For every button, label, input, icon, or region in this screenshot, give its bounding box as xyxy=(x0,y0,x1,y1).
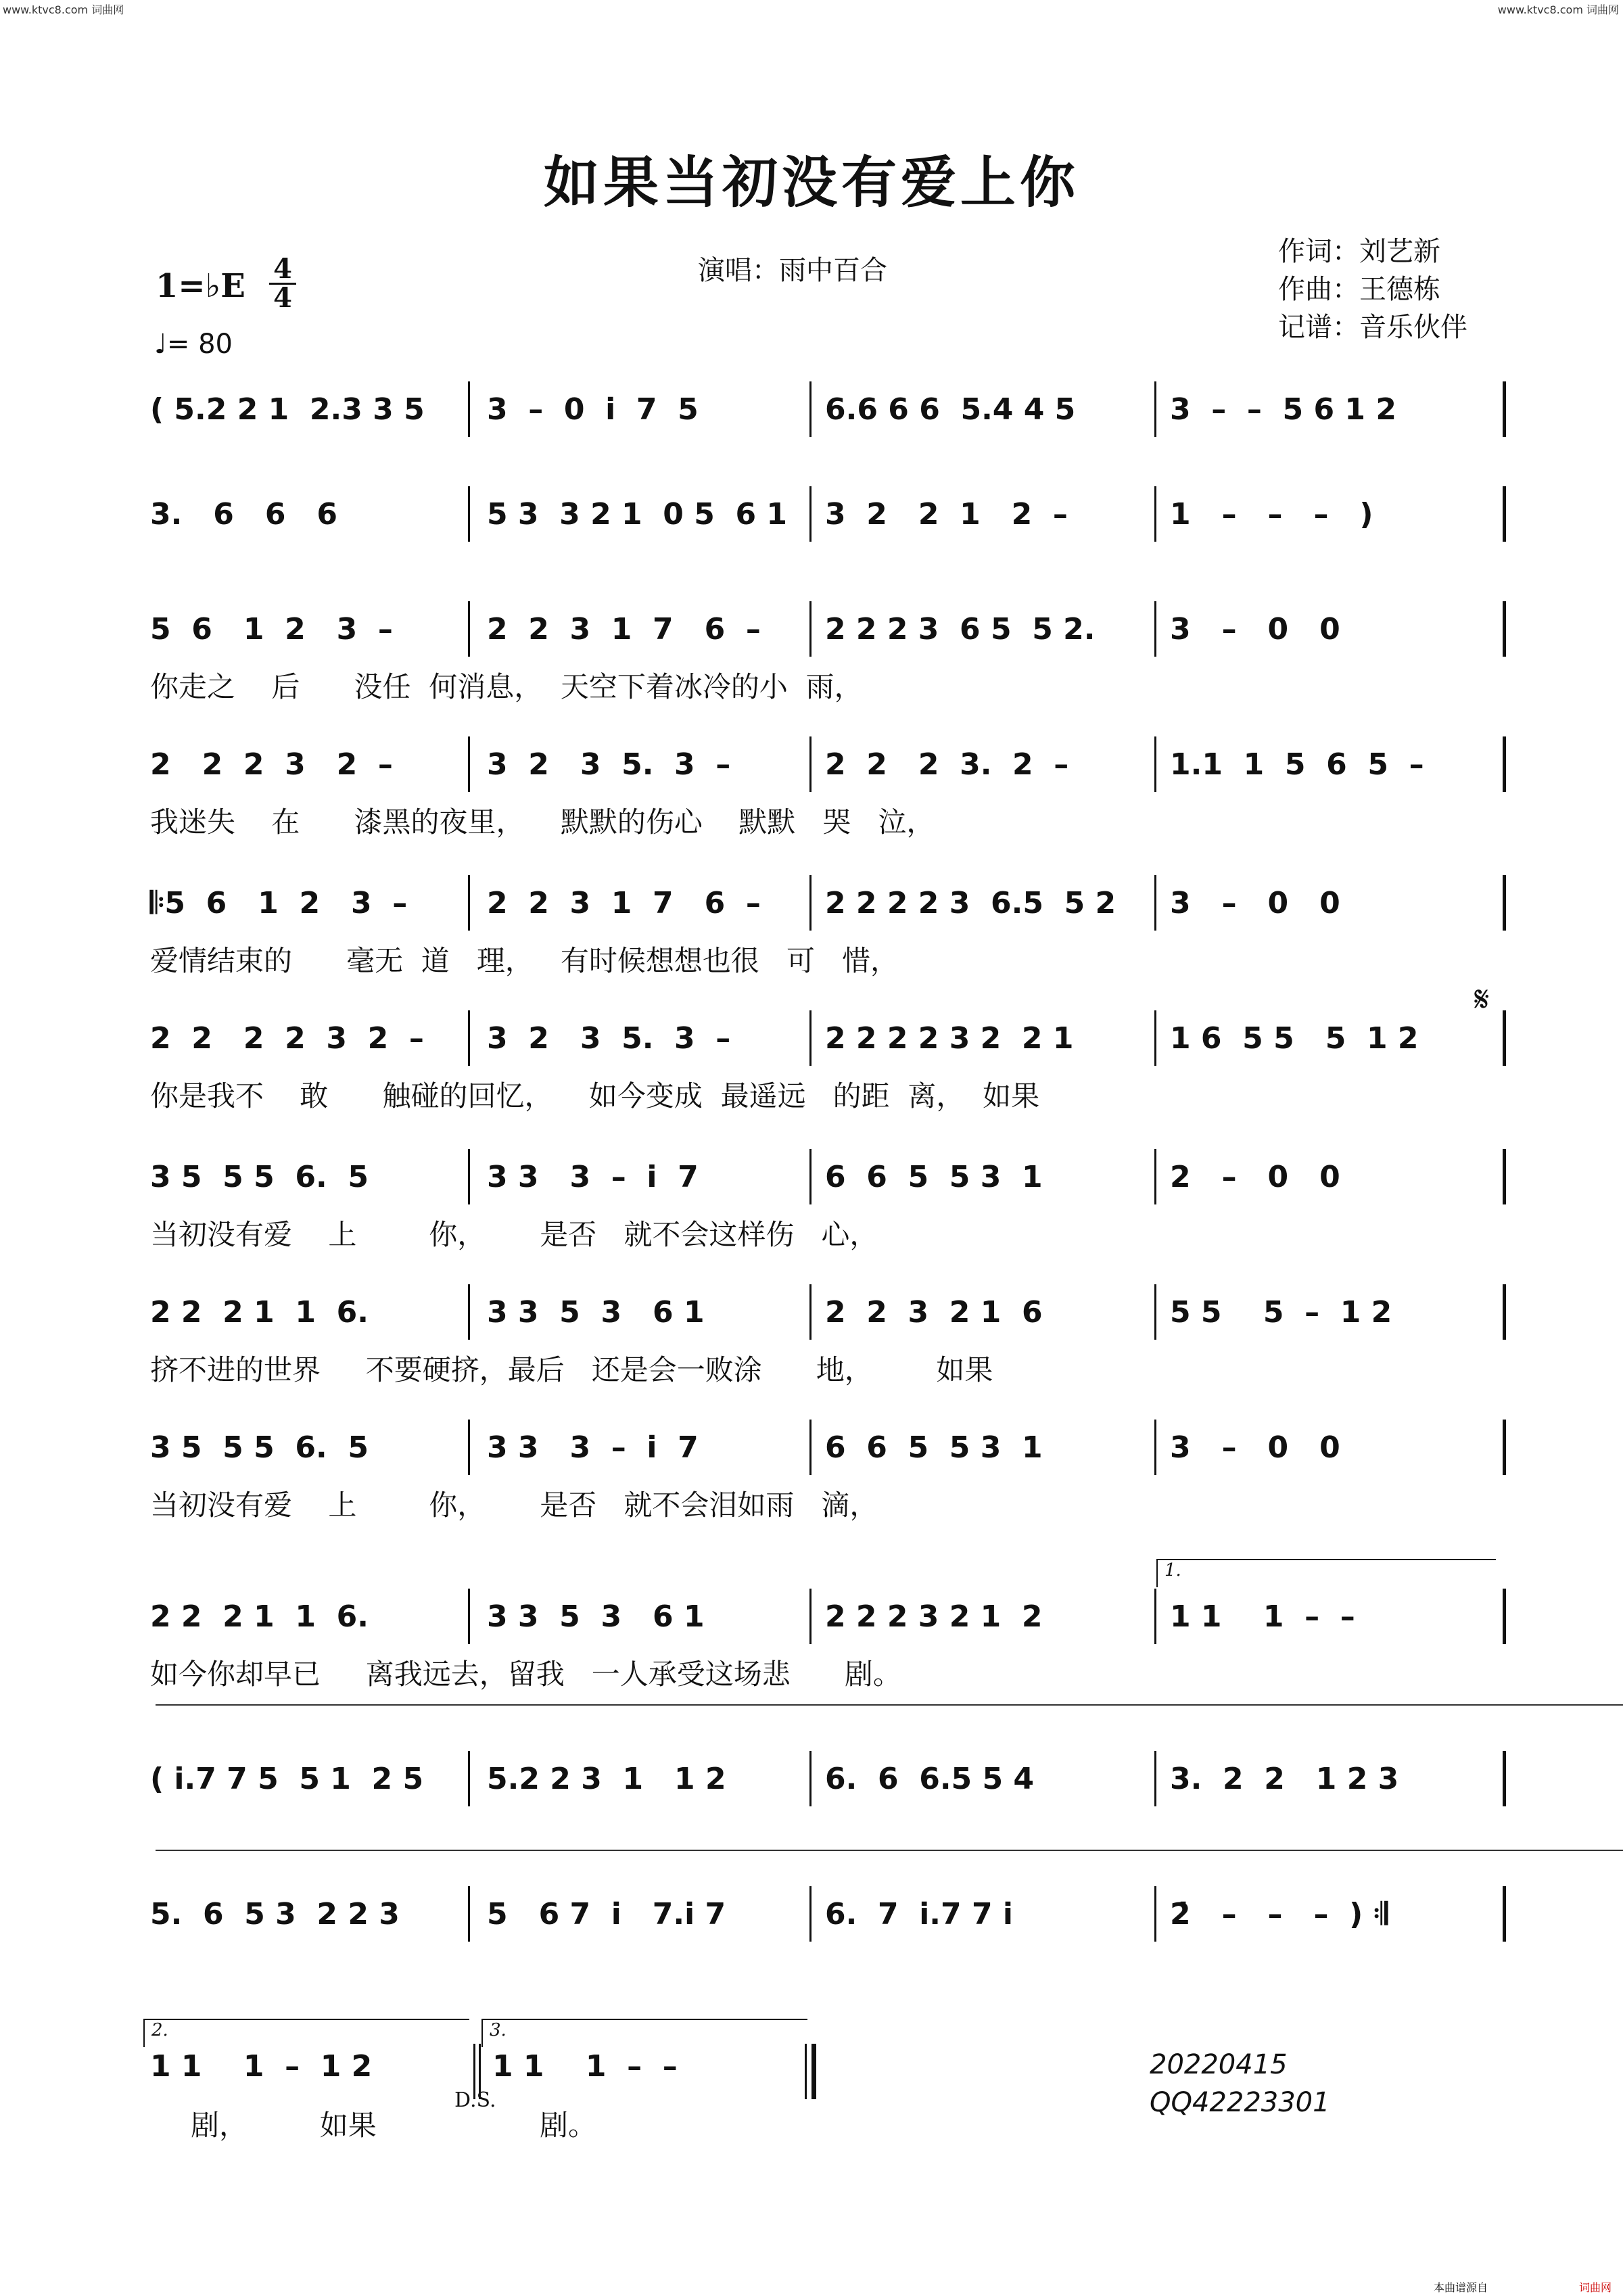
measure: 2 – 0 0 xyxy=(1170,1160,1340,1194)
tempo-mark: ♩= 80 xyxy=(154,329,233,360)
measure: 6 6 5 5 3 1 xyxy=(825,1160,1043,1194)
barline xyxy=(468,875,470,931)
volta-2-lyrics: 剧， 如果 xyxy=(191,2109,377,2142)
lyrics-line xyxy=(150,939,1509,979)
measure: ( 5.2 2 1 2.3 3 5 xyxy=(150,392,425,427)
barline xyxy=(468,601,470,657)
lyrics-text: 挤不进的世界 不要硬挤，最后 还是会一败涂 地， 如果 xyxy=(150,1353,993,1386)
time-top: 4 xyxy=(273,253,292,285)
barline xyxy=(809,1886,812,1942)
barline xyxy=(1503,486,1506,542)
barline xyxy=(809,1010,812,1066)
barline xyxy=(1154,1589,1156,1644)
barline xyxy=(805,2044,807,2099)
measure: 1.1 1 5 6 5 – xyxy=(1170,747,1424,782)
barline xyxy=(1154,381,1156,437)
lyrics-line xyxy=(150,1348,1509,1388)
measure: 6 6 5 5 3 1 xyxy=(825,1430,1043,1465)
measure: 3. 6 6 6 xyxy=(150,497,338,532)
notes-line xyxy=(150,392,1509,440)
barline xyxy=(1154,1420,1156,1475)
measure: 2 2 2 2 3 2 2 1 xyxy=(825,1021,1074,1056)
measure: 3. 2 2 1 2 3 xyxy=(1170,1762,1399,1796)
measure: 3 2 3 5. 3 – xyxy=(487,1021,731,1056)
notes-line xyxy=(150,886,1509,933)
measure: 3 3 3 – i̇ 7 xyxy=(487,1160,699,1194)
barline xyxy=(1503,1284,1506,1340)
barline xyxy=(468,1589,470,1644)
measure: 2 2 2 1 1 6. xyxy=(150,1295,369,1330)
barline xyxy=(1503,1589,1506,1644)
measure: 5 5 5 – 1 2 xyxy=(1170,1295,1392,1330)
barline xyxy=(1154,1284,1156,1340)
lyrics-line xyxy=(150,1652,1509,1693)
lyrics-line xyxy=(150,800,1509,841)
barline xyxy=(1503,1751,1506,1806)
barline xyxy=(1503,1420,1506,1475)
measure: 6. 7 i̇.7 7 i̇ xyxy=(825,1897,1013,1931)
lyrics-line xyxy=(150,665,1509,705)
notes-line xyxy=(150,1762,1509,1809)
measure: ( i̇.7 7 5 5 1 2 5 xyxy=(150,1762,424,1796)
final-barline xyxy=(812,2044,816,2099)
barline xyxy=(1154,1886,1156,1942)
barline xyxy=(1503,601,1506,657)
measure: 2̇ – – – ) 𝄇 xyxy=(1170,1897,1388,1931)
measure: 3 – 0 0 xyxy=(1170,886,1340,920)
time-bottom: 4 xyxy=(269,283,296,312)
volta-1-bracket xyxy=(1156,1559,1496,1587)
barline xyxy=(809,1589,812,1644)
barline xyxy=(1154,1751,1156,1806)
segno-sign: 𝄋 xyxy=(1474,979,1490,1020)
measure: 3 5 5 5 6. 5 xyxy=(150,1160,369,1194)
barline xyxy=(468,486,470,542)
lyrics-text: 爱情结束的 毫无 道 理， 有时候想想也很 可 惜， xyxy=(150,944,899,977)
notes-line xyxy=(150,747,1509,795)
footer-brand: 词曲网 xyxy=(1579,2281,1612,2294)
date-stamp: 20220415 xyxy=(1150,2049,1288,2080)
lyrics-line xyxy=(150,1074,1509,1115)
measure: 2 2 3 2 1 6 xyxy=(825,1295,1043,1330)
measure: 2 2 3 1 7 6 – xyxy=(487,612,761,647)
transcriber: 记谱：音乐伙伴 xyxy=(1278,312,1467,343)
lyrics-line xyxy=(150,1483,1509,1524)
ds-mark: D.S. xyxy=(454,2088,496,2112)
measure: 2 2 2 3 6 5 5 2. xyxy=(825,612,1096,647)
measure: 5 3 3 2 1 0 5 6 1 xyxy=(487,497,788,532)
notes-line xyxy=(150,497,1509,544)
volta-2-notes: 1 1 1 – 1 2 xyxy=(150,2049,373,2084)
measure: 5.2 2 3 1 1 2 xyxy=(487,1762,726,1796)
notes-line xyxy=(150,1430,1509,1478)
measure: 3 3 3 – i̇ 7 xyxy=(487,1430,699,1465)
barline xyxy=(468,381,470,437)
barline xyxy=(1154,875,1156,931)
measure: 5 6 7 i̇ 7.i̇ 7 xyxy=(487,1897,726,1931)
lyrics-text: 你走之 后 没任 何消息， 天空下着冰冷的小 雨， xyxy=(150,670,863,703)
measure: 3 5 5 5 6. 5 xyxy=(150,1430,369,1465)
barline xyxy=(809,601,812,657)
volta-1-label: 1. xyxy=(1165,1560,1181,1580)
system-divider xyxy=(156,1704,1623,1706)
volta-3-notes: 1 1 1 – – xyxy=(492,2049,678,2084)
volta-2-label: 2. xyxy=(151,2020,168,2040)
measure: 3 – – 5 6 1 2 xyxy=(1170,392,1396,427)
lyrics-text: 当初没有爱 上 你， 是否 就不会泪如雨 滴， xyxy=(150,1489,878,1522)
barline xyxy=(1154,486,1156,542)
barline xyxy=(468,1751,470,1806)
barline xyxy=(809,381,812,437)
barline xyxy=(1503,1149,1506,1204)
notes-line xyxy=(150,1160,1509,1207)
song-title: 如果当初没有爱上你 xyxy=(543,151,1079,215)
footer-note: 本曲谱源自 xyxy=(1434,2281,1488,2294)
barline xyxy=(468,1149,470,1204)
barline xyxy=(468,1886,470,1942)
composer: 作曲：王德栋 xyxy=(1278,274,1440,305)
measure: 3 2 3 5. 3 – xyxy=(487,747,731,782)
barline xyxy=(809,486,812,542)
measure: 3 3 5 3 6 1 xyxy=(487,1599,705,1634)
volta-2-bracket xyxy=(143,2019,469,2047)
barline xyxy=(468,1420,470,1475)
barline xyxy=(468,1010,470,1066)
barline xyxy=(1503,736,1506,792)
measure: 2 2 2 1 1 6. xyxy=(150,1599,369,1634)
barline xyxy=(809,736,812,792)
barline xyxy=(468,736,470,792)
measure: 6. 6 6.5 5 4 xyxy=(825,1762,1035,1796)
top-left-site: www.ktvc8.com 词曲网 xyxy=(3,3,124,16)
measure: 6.6 6 6 5.4 4 5 xyxy=(825,392,1076,427)
barline xyxy=(809,875,812,931)
notes-line xyxy=(150,1021,1509,1069)
volta-3-lyrics: 剧。 xyxy=(540,2109,597,2142)
measure: 3 – 0 0 xyxy=(1170,612,1340,647)
lyricist: 作词：刘艺新 xyxy=(1278,236,1440,267)
measure: 2 2 2 3 2 1 2 xyxy=(825,1599,1043,1634)
lyrics-text: 你是我不 敢 触碰的回忆， 如今变成 最遥远 的距 离， 如果 xyxy=(150,1079,1040,1112)
measure: 2 2 2 2 3 6.5 5 2 xyxy=(825,886,1116,920)
measure: 2 2 2 2 3 2 – xyxy=(150,1021,424,1056)
barline xyxy=(809,1149,812,1204)
measure: 2 2 2 3. 2 – xyxy=(825,747,1069,782)
measure: 2 2 3 1 7 6 – xyxy=(487,886,761,920)
measure: 3 – 0 0 xyxy=(1170,1430,1340,1465)
notes-line xyxy=(150,1599,1509,1647)
time-signature xyxy=(269,253,296,314)
barline xyxy=(1503,381,1506,437)
measure: 3 – 0 i̇ 7 5 xyxy=(487,392,699,427)
lyrics-text: 当初没有爱 上 你， 是否 就不会这样伤 心， xyxy=(150,1218,878,1251)
barline xyxy=(809,1420,812,1475)
measure: 3 3 5 3 6 1 xyxy=(487,1295,705,1330)
notes-line xyxy=(150,612,1509,659)
measure: 𝄆5 6 1 2 3 – xyxy=(150,886,408,920)
measure: 1 6 5 5 5 1 2 xyxy=(1170,1021,1419,1056)
lyrics-text: 如今你却早已 离我远去，留我 一人承受这场悲 剧。 xyxy=(150,1658,901,1691)
system-divider xyxy=(156,1850,1623,1851)
measure: 2 2 2 3 2 – xyxy=(150,747,393,782)
measure: 5. 6 5 3 2 2 3 xyxy=(150,1897,400,1931)
barline xyxy=(809,1751,812,1806)
top-right-site: www.ktvc8.com 词曲网 xyxy=(1497,3,1619,16)
volta-3-bracket xyxy=(481,2019,807,2047)
lyrics-line xyxy=(150,1213,1509,1253)
barline xyxy=(1503,1010,1506,1066)
barline xyxy=(1154,1149,1156,1204)
barline xyxy=(1154,601,1156,657)
measure: 1 1 1 – – xyxy=(1170,1599,1355,1634)
barline xyxy=(809,1284,812,1340)
barline xyxy=(468,1284,470,1340)
barline xyxy=(1154,1010,1156,1066)
measure: 5 6 1 2 3 – xyxy=(150,612,393,647)
measure: 1 – – – ) xyxy=(1170,497,1373,532)
singer: 演唱：雨中百合 xyxy=(698,255,887,286)
barline xyxy=(1503,1886,1506,1942)
notes-line xyxy=(150,1295,1509,1342)
notes-line xyxy=(150,1897,1509,1944)
key-signature: 1=♭E xyxy=(156,267,245,305)
lyrics-text: 我迷失 在 漆黑的夜里， 默默的伤心 默默 哭 泣， xyxy=(150,805,935,839)
barline xyxy=(1154,736,1156,792)
qq-stamp: QQ42223301 xyxy=(1150,2087,1330,2118)
measure: 3 2 2 1 2 – xyxy=(825,497,1068,532)
barline xyxy=(1503,875,1506,931)
volta-3-label: 3. xyxy=(490,2020,507,2040)
